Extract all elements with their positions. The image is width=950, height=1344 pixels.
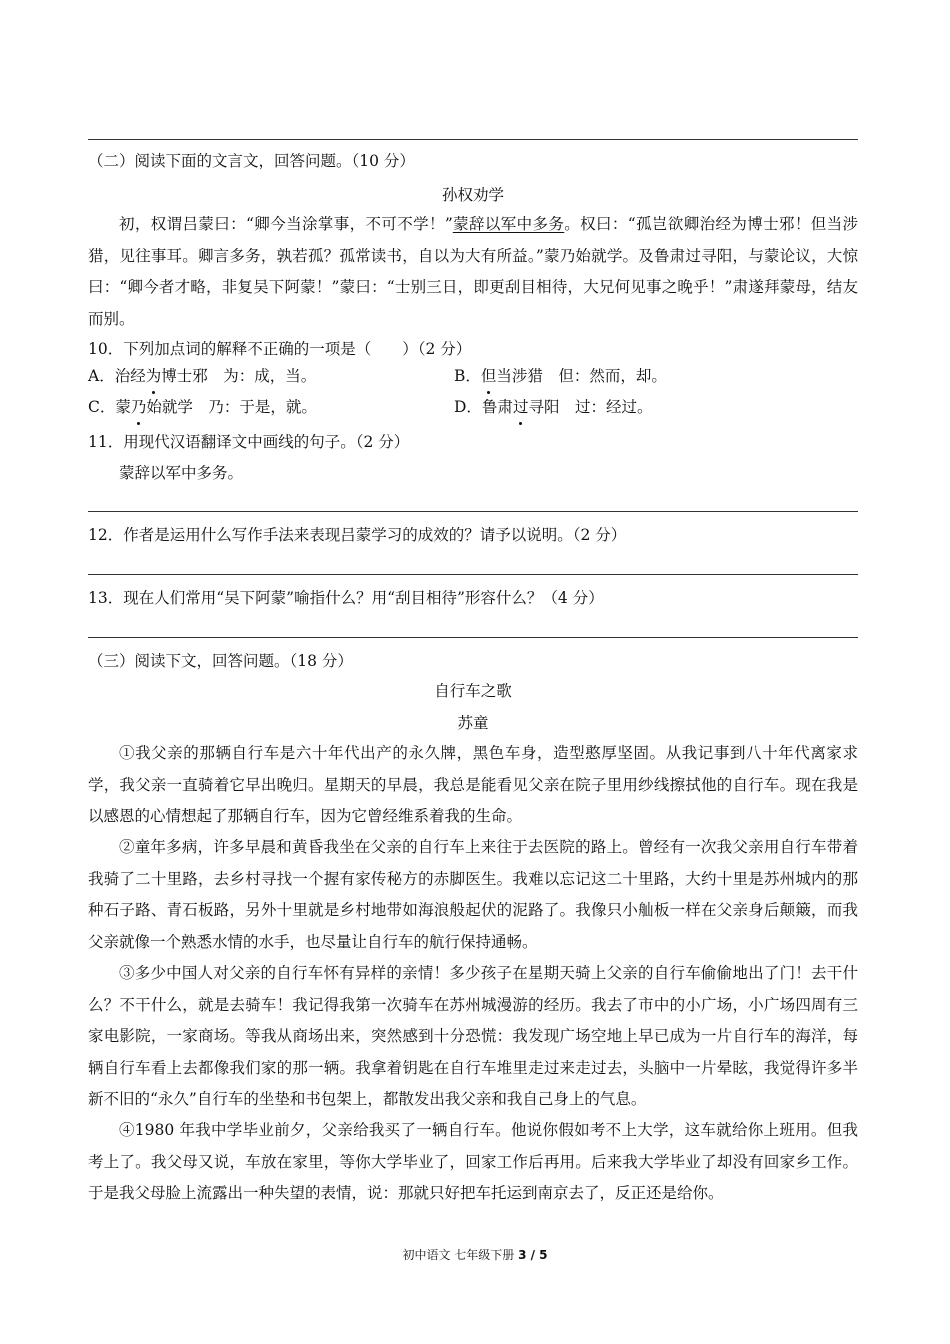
q13-stem: 13．现在人们常用“吴下阿蒙”喻指什么？用“刮目相待”形容什么？（4 分） [88, 589, 604, 607]
q11-answer-line[interactable] [88, 511, 858, 512]
essay-paragraph-2: ②童年多病，许多早晨和黄昏我坐在父亲的自行车上来往于去医院的路上。曾经有一次我父亲用自行车带着我骑了二十里路，去乡村寻找一个握有家传秘方的赤脚医生。我难以忘记这二十里路，大约十里是苏州城内的那种石子路、青石板路，另外十里就是乡村地带如海浪般起伏的泥路了。我像只小舢板一样在父亲身后颠簸，而我父亲就像一个熟悉水情的水手，也尽量让自行车的航行保持通畅。 [88, 838, 858, 951]
dotted-word: 乃 [131, 392, 147, 422]
q12-answer-line[interactable] [88, 574, 858, 575]
q10-option-a: A．治经为博士邪 为：成，当。 [88, 361, 316, 391]
dotted-word: 但 [481, 361, 497, 391]
essay-paragraph-4: ④1980 年我中学毕业前夕，父亲给我买了一辆自行车。他说你假如考不上大学，这车就给你上班用。但我考上了。我父母又说，车放在家里，等你大学毕业了，回家工作后再用。后来我大学毕业了却没有回家乡工作。于是我父母脸上流露出一种失望的表情，说：那就只好把车托运到南京去了，反正还是给你。 [88, 1121, 858, 1202]
section2-title: 孙权劝学 [441, 186, 504, 204]
q11-stem: 11．用现代汉语翻译文中画线的句子。（2 分） [88, 433, 410, 451]
page-footer [0, 1246, 950, 1263]
top-divider [88, 139, 858, 140]
passage-part2: 。权曰：“孤岂欲卿治经为博士邪！但当涉猎，见往事耳。卿言多务，孰若孤？孤常读书，自以为大有所益。”蒙乃始就学。及鲁肃过寻阳，与蒙论议，大惊曰：“卿今者才略，非复吴下阿蒙！”蒙曰：“士别三日，即更刮目相待，大兄何见事之晚乎！”肃遂拜蒙母，结友而别。 [88, 215, 858, 328]
essay-paragraph-1: ①我父亲的那辆自行车是六十年代出产的永久牌，黑色车身，造型憨厚坚固。从我记事到八十年代离家求学，我父亲一直骑着它早出晚归。星期天的早晨，我总是能看见父亲在院子里用纱线擦拭他的自行车。现在我是以感恩的心情想起了那辆自行车，因为它曾经维系着我的生命。 [88, 744, 858, 825]
q10-option-b: B．但当涉猎 但：然而，却。 [454, 361, 667, 391]
q12-stem: 12．作者是运用什么写作手法来表现吕蒙学习的成效的？请予以说明。（2 分） [88, 526, 627, 544]
q10-stem: 10．下列加点词的解释不正确的一项是（ ）（2 分） [88, 340, 472, 358]
underlined-sentence: 蒙辞以军中多务 [452, 215, 565, 233]
classical-passage [88, 209, 858, 335]
q13-answer-line[interactable] [88, 637, 858, 638]
section2-header: （二）阅读下面的文言文，回答问题。（10 分） [88, 152, 415, 170]
q11-sentence: 蒙辞以军中多务。 [119, 464, 244, 482]
section3-header: （三）阅读下文，回答问题。（18 分） [88, 652, 353, 670]
dotted-word: 为 [146, 361, 162, 391]
q10-option-d: D．鲁肃过寻阳 过：经过。 [454, 392, 652, 422]
section3-author: 苏童 [457, 714, 489, 732]
q10-option-c: C．蒙乃始就学 乃：于是，就。 [88, 392, 317, 422]
page-number: 3 / 5 [518, 1248, 548, 1262]
dotted-word: 过 [513, 392, 529, 422]
passage-part1: 初，权谓吕蒙曰：“卿今当涂掌事，不可不学！” [119, 215, 453, 233]
footer-label: 初中语文 七年级下册 [402, 1248, 519, 1262]
section3-title: 自行车之歌 [434, 682, 512, 700]
essay-paragraph-3: ③多少中国人对父亲的自行车怀有异样的亲情！多少孩子在星期天骑上父亲的自行车偷偷地出了门！去干什么？不干什么，就是去骑车！我记得我第一次骑车在苏州城漫游的经历。我去了市中的小广场，小广场四周有三家电影院，一家商场。等我从商场出来，突然感到十分恐慌：我发现广场空地上早已成为一片自行车的海洋，每辆自行车看上去都像我们家的那一辆。我拿着钥匙在自行车堆里走过来走过去，头脑中一片晕眩，我觉得许多半新不旧的“永久”自行车的坐垫和书包架上，都散发出我父亲和我自己身上的气息。 [88, 964, 858, 1108]
